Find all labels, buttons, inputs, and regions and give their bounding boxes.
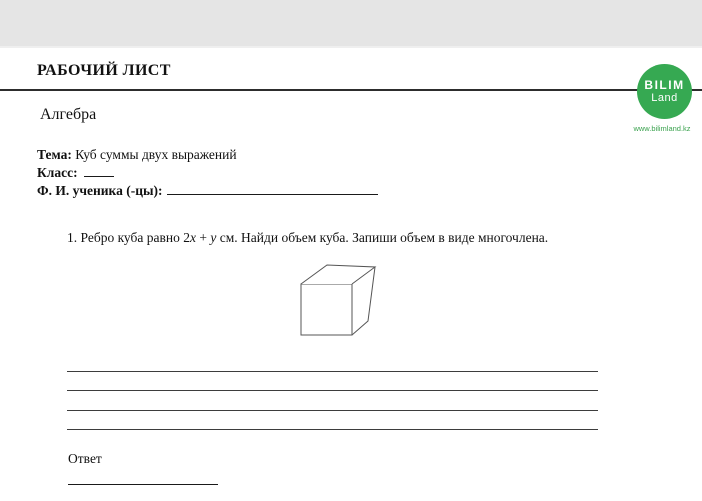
answer-label: Ответ xyxy=(68,451,102,466)
problem-text-prefix: 1. Ребро куба равно 2 xyxy=(67,230,190,245)
problem-var-x: x xyxy=(189,230,196,245)
student-line xyxy=(37,182,378,200)
answer-blank-line xyxy=(68,484,218,485)
class-blank-line xyxy=(84,164,114,177)
top-gray-band xyxy=(0,0,702,48)
class-line xyxy=(37,164,378,182)
header-divider xyxy=(0,89,702,91)
student-label: Ф. И. ученика (-цы): xyxy=(37,183,163,198)
student-name-blank-line xyxy=(167,182,378,195)
logo-text-line1: BILIM xyxy=(644,78,685,92)
answer-write-line xyxy=(67,371,598,372)
answer-write-line xyxy=(67,429,598,430)
problem-var-y: y xyxy=(210,230,217,245)
bilimland-logo-icon xyxy=(637,64,692,119)
page-title: РАБОЧИЙ ЛИСТ xyxy=(37,62,171,79)
answer-write-line xyxy=(67,410,598,411)
topic-line xyxy=(37,146,378,164)
topic-label: Тема: xyxy=(37,147,72,162)
subject-heading: Алгебра xyxy=(40,106,97,123)
problem-statement xyxy=(67,230,548,246)
worksheet-meta xyxy=(37,146,378,200)
topic-value: Куб суммы двух выражений xyxy=(71,147,237,162)
problem-operator: + xyxy=(195,230,211,245)
cube-diagram-icon xyxy=(288,256,388,353)
logo-url: www.bilimland.kz xyxy=(633,124,691,133)
problem-text-suffix: см. Найди объем куба. Запиши объем в виде многочлена. xyxy=(216,230,549,245)
logo-text-line2: Land xyxy=(651,92,678,104)
class-label: Класс: xyxy=(37,165,78,180)
answer-write-line xyxy=(67,390,598,391)
